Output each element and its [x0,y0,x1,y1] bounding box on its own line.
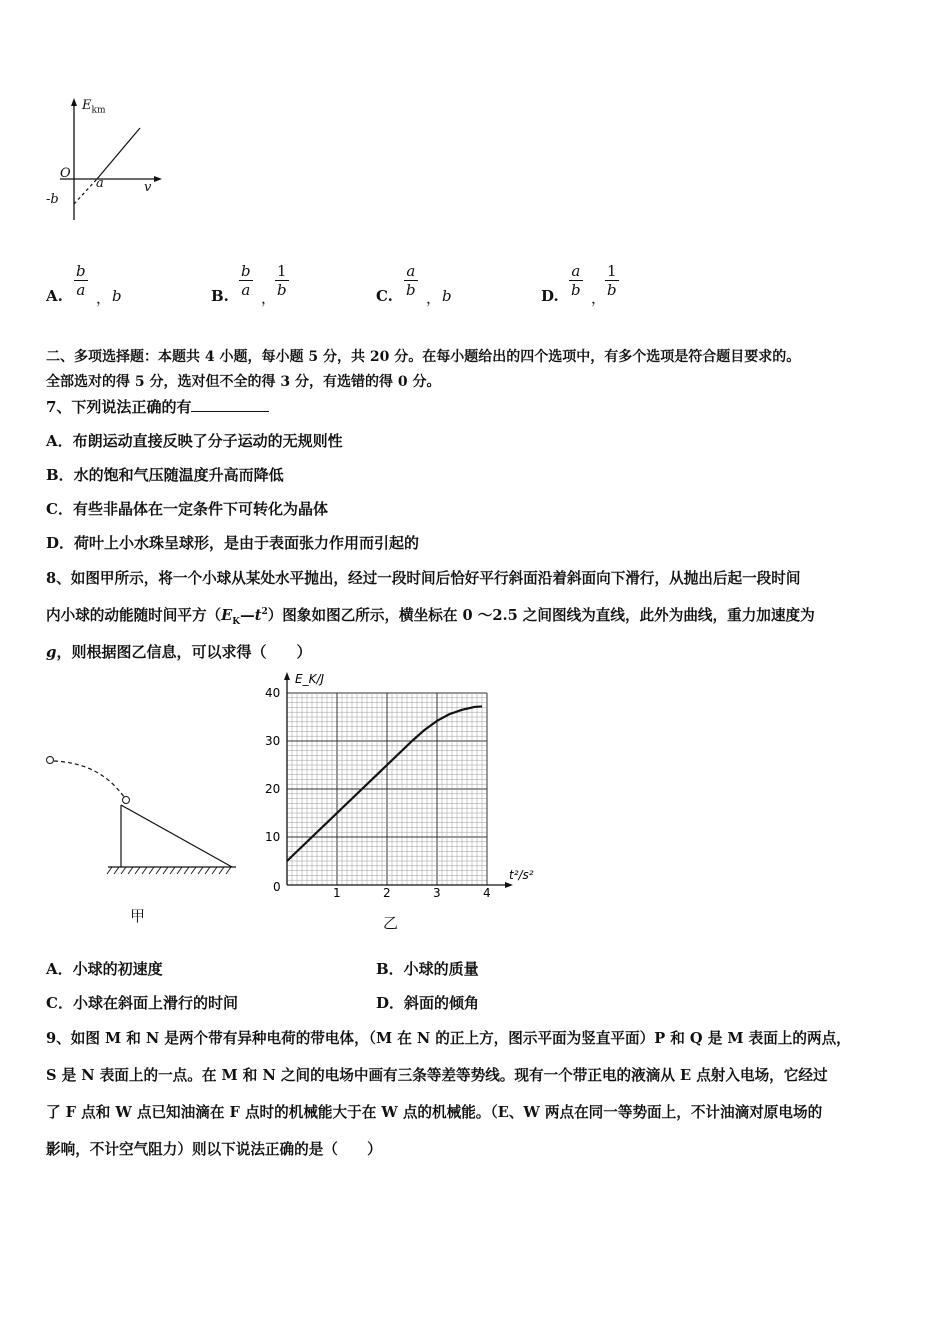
q7-stem: 7、下列说法正确的有 [46,396,269,417]
y-axis-label: $E_{km}$ [82,98,106,116]
x-tick-label: 1 [333,886,341,900]
start-ball [47,757,54,764]
q7-option-d[interactable]: D．荷叶上小水珠呈球形，是由于表面张力作用而引起的 [46,534,420,552]
q9-stem-line1: 9、如图 M 和 N 是两个带有异种电荷的带电体，（M 在 N 的正上方，图示平面为竖直平面）P 和 Q 是 M 表面上的两点， [46,1030,851,1047]
option-label: A. [46,287,63,305]
y-axis-arrow [71,98,77,106]
q6-option-d[interactable] [541,260,661,310]
option-label: D. [541,287,559,305]
fraction-tail: $\frac{1}{b}$ [277,262,287,299]
answer-blank[interactable] [191,397,269,412]
y-tick-label: 20 [265,782,281,796]
q9-stem-line4: 影响，不计空气阻力）则以下说法正确的是（ ） [46,1141,382,1158]
fraction: $\frac{a}{b}$ [406,262,416,299]
x-axis-arrow [154,176,162,182]
q7-option-c[interactable]: C．有些非晶体在一定条件下可转化为晶体 [46,500,328,518]
y-tick-label: 10 [265,830,281,844]
option-label: C. [376,287,393,305]
fraction: $\frac{b}{a}$ [241,262,251,299]
fraction: $\frac{a}{b}$ [571,262,581,299]
q8-stem-line2: 内小球的动能随时间平方$(E_K—t^2)$图象如图乙所示，横坐标在 0 ～2.5 之间图线为直线，此外为曲线，重力加速度为 [46,607,815,627]
q6-option-a[interactable] [46,260,166,310]
y-intercept-label: -b [46,192,59,207]
ground-hatching [107,867,231,874]
x-tick-label: 0 [273,880,281,894]
section2-heading-line1: 二、多项选择题：本题共 4 小题，每小题 5 分，共 20 分。在每小题给出的四个选项中，有多个选项是符合题目要求的。 [46,349,801,365]
graph-line-solid [97,128,140,179]
q9-stem-line2: S 是 N 表面上的一点。在 M 和 N 之间的电场中画有三条等差等势线。现有一个带正电的液滴从 E 点射入电场，它经过 [46,1067,828,1084]
graph-line-dashed [74,179,97,204]
fraction-tail: $\frac{1}{b}$ [607,262,617,299]
ek-t2-chart [255,668,545,908]
q8-option-b[interactable]: B．小球的质量 [376,960,479,978]
q9-stem-line3: 了 F 点和 W 点已知油滴在 F 点时的机械能大于在 W 点的机械能。（E、W 两点在同一等势面上，不计油滴对原电场的 [46,1104,823,1121]
separator: ， [426,289,442,307]
figure-yi-caption: 乙 [383,914,399,932]
y-axis-arrow [284,672,290,680]
option-tail: b [442,287,452,305]
option-label: B. [211,287,229,305]
x-axis-label: v [144,180,152,195]
x-axis-arrow [505,882,513,888]
fraction: $\frac{b}{a}$ [76,262,86,299]
incline-slope [121,805,232,867]
figure-yi [255,668,545,938]
y-tick-label: 40 [265,686,281,700]
separator: ， [261,289,277,307]
separator: ， [96,289,112,307]
figure-jia [40,745,250,935]
series-line-ek [287,706,482,861]
figure-jia-caption: 甲 [130,907,146,925]
option-tail: b [112,287,122,305]
q8-option-a[interactable]: A．小球的初速度 [46,960,163,978]
q8-stem-line3: g，则根据图乙信息，可以求得（ ） [46,643,312,661]
q8-option-c[interactable]: C．小球在斜面上滑行的时间 [46,994,238,1012]
x-intercept-label: a [96,176,104,191]
q8-option-d[interactable]: D．斜面的倾角 [376,994,480,1012]
q6-option-b[interactable] [211,260,331,310]
origin-label: O [60,166,71,181]
trajectory-dashed [54,761,124,797]
separator: ， [591,289,607,307]
incline-diagram [40,745,250,885]
section2-heading-line2: 全部选对的得 5 分，选对但不全的得 3 分，有选错的得 0 分。 [46,374,441,390]
ball-on-incline [123,797,130,804]
q7-option-a[interactable]: A．布朗运动直接反映了分子运动的无规则性 [46,432,343,450]
y-tick-label: 30 [265,734,281,748]
q6-option-c[interactable] [376,260,496,310]
x-axis-label: t²/s² [509,868,534,882]
x-tick-label: 3 [433,886,441,900]
ekm-v-graph [40,92,180,232]
x-tick-label: 4 [483,886,491,900]
q7-option-b[interactable]: B．水的饱和气压随温度升高而降低 [46,466,284,484]
y-axis-label: E_K/J [295,672,325,686]
ekm-v-graph-svg [40,92,180,232]
q8-stem-line1: 8、如图甲所示，将一个小球从某处水平抛出，经过一段时间后恰好平行斜面沿着斜面向下滑行，从抛出后起一段时间 [46,570,801,587]
x-tick-label: 2 [383,886,391,900]
